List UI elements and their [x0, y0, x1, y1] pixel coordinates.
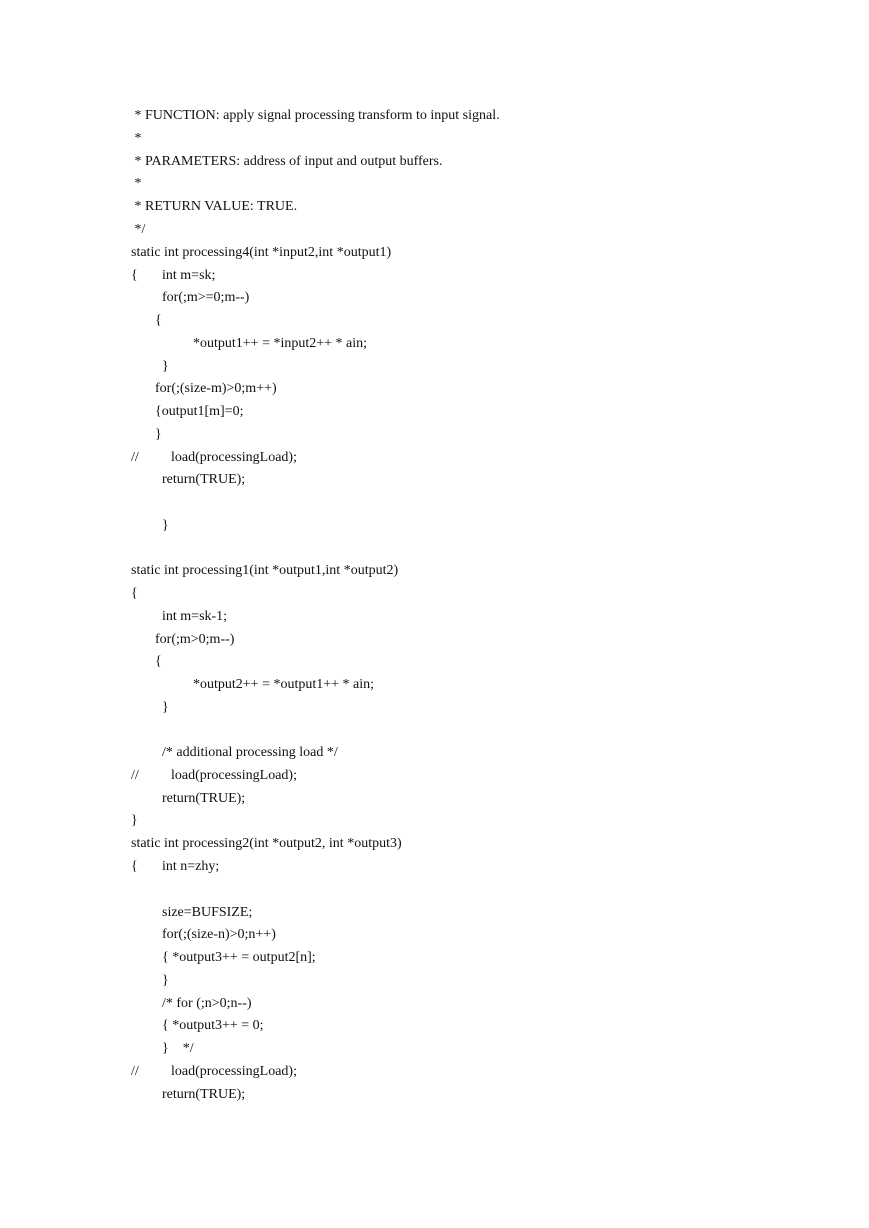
code-line-text: load(processingLoad);: [171, 768, 297, 783]
code-line-text: for(;m>0;m--): [155, 632, 235, 647]
code-line-text: {: [155, 654, 162, 669]
code-line-prefix: {: [131, 268, 138, 283]
code-line-text: {: [131, 586, 138, 601]
code-line-text: * FUNCTION: apply signal processing transform to input signal.: [131, 108, 500, 123]
code-line-prefix: //: [131, 450, 139, 465]
code-line-text: }: [162, 973, 169, 988]
code-line-prefix: //: [131, 768, 139, 783]
code-line-text: *: [131, 131, 142, 146]
code-line-text: int n=zhy;: [162, 859, 220, 874]
code-line-text: /* for (;n>0;n--): [162, 996, 252, 1011]
code-line-text: int m=sk;: [162, 268, 216, 283]
code-line-text: }: [162, 359, 169, 374]
code-line-text: return(TRUE);: [162, 472, 246, 487]
code-line-text: { *output3++ = output2[n];: [162, 950, 316, 965]
code-line-text: load(processingLoad);: [171, 450, 297, 465]
code-line-text: size=BUFSIZE;: [162, 905, 253, 920]
code-line-text: static int processing1(int *output1,int *output2): [131, 563, 399, 578]
code-line-prefix: //: [131, 1064, 139, 1079]
code-line-text: *output2++ = *output1++ * ain;: [193, 677, 375, 692]
code-line-text: return(TRUE);: [162, 791, 246, 806]
code-line-text: * RETURN VALUE: TRUE.: [131, 199, 298, 214]
code-line-prefix: {: [131, 859, 138, 874]
code-line-text: static int processing4(int *input2,int *output1): [131, 245, 392, 260]
code-line-text: { *output3++ = 0;: [162, 1018, 264, 1033]
code-line-text: }: [155, 427, 162, 442]
code-line-text: * PARAMETERS: address of input and output buffers.: [131, 154, 443, 169]
code-line-text: *: [131, 176, 142, 191]
code-line-text: }: [162, 518, 169, 533]
code-line-text: static int processing2(int *output2, int *output3): [131, 836, 402, 851]
code-line-text: for(;(size-n)>0;n++): [162, 927, 276, 942]
code-line-text: {output1[m]=0;: [155, 404, 244, 419]
code-line-text: } */: [162, 1041, 194, 1056]
code-line-text: *output1++ = *input2++ * ain;: [193, 336, 368, 351]
code-line-text: int m=sk-1;: [162, 609, 228, 624]
code-line-text: */: [131, 222, 146, 237]
code-line-text: }: [162, 700, 169, 715]
code-line-text: load(processingLoad);: [171, 1064, 297, 1079]
code-line-text: {: [155, 313, 162, 328]
code-line-text: /* additional processing load */: [162, 745, 338, 760]
code-line-text: for(;m>=0;m--): [162, 290, 250, 305]
code-line-text: return(TRUE);: [162, 1087, 246, 1102]
code-line-text: }: [131, 813, 138, 828]
code-line-text: for(;(size-m)>0;m++): [155, 381, 277, 396]
